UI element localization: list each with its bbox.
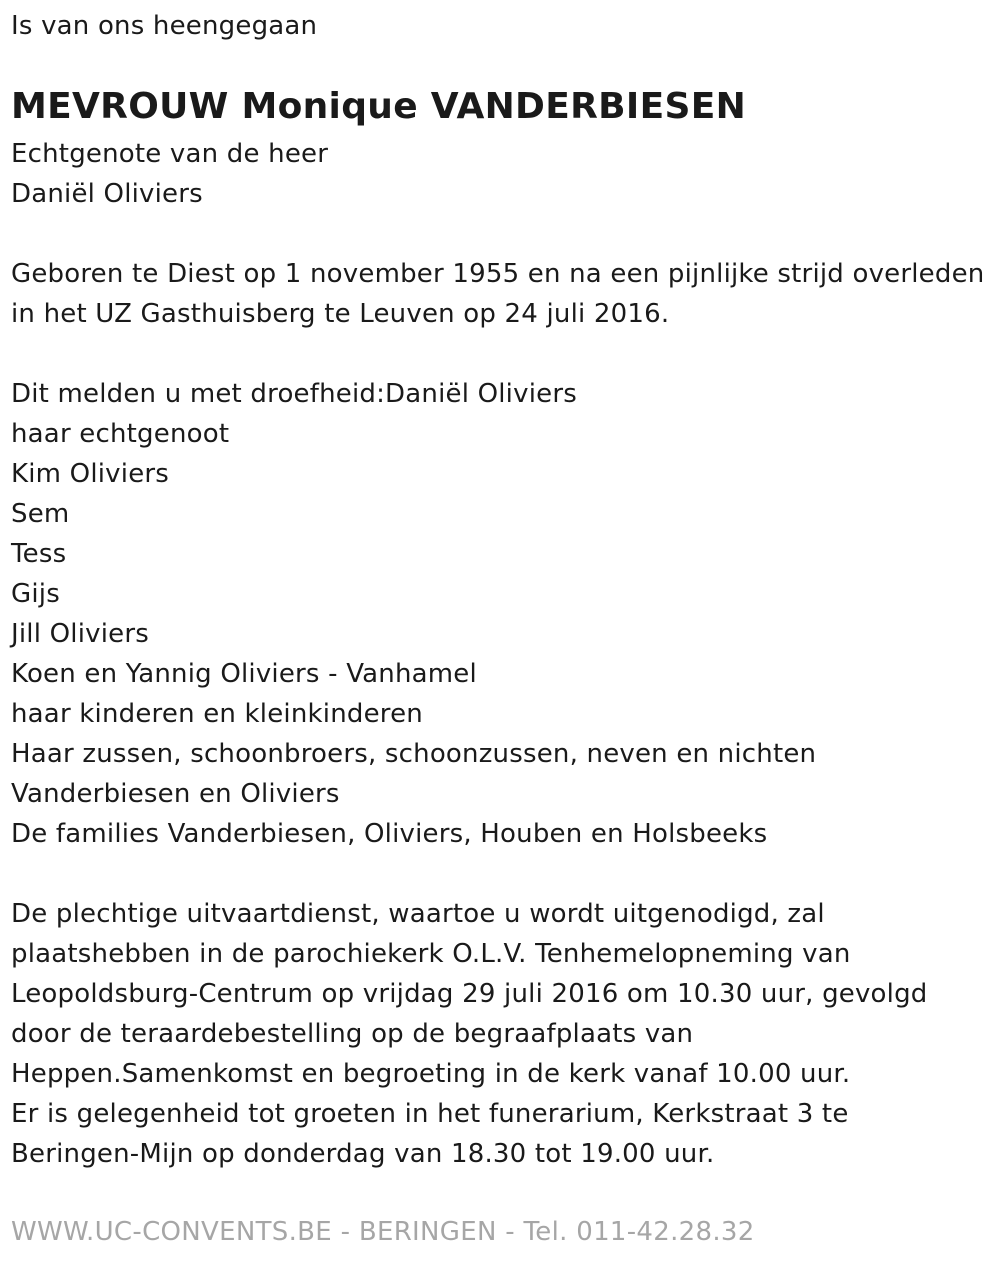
family-line: haar kinderen en kleinkinderen [11,699,423,729]
spouse-line: Echtgenote van de heer [11,139,329,169]
family-line: haar echtgenoot [11,419,230,449]
family-line: Dit melden u met droefheid:Daniël Oliviers [11,379,577,409]
service-line: Heppen.Samenkomst en begroeting in de kerk vanaf 10.00 uur. [11,1059,851,1089]
service-line: Beringen-Mijn op donderdag van 18.30 tot 19.00 uur. [11,1139,715,1169]
service-line: door de teraardebestelling op de begraafplaats van [11,1019,694,1049]
intro-text: Is van ons heengegaan [11,11,318,41]
family-line: Vanderbiesen en Oliviers [11,779,340,809]
birth-death-line: in het UZ Gasthuisberg te Leuven op 24 juli 2016. [11,299,670,329]
family-line: Gijs [11,579,60,609]
service-line: plaatshebben in de parochiekerk O.L.V. Tenhemelopneming van [11,939,851,969]
family-line: Koen en Yannig Oliviers - Vanhamel [11,659,477,689]
family-line: Kim Oliviers [11,459,170,489]
family-line: Haar zussen, schoonbroers, schoonzussen, neven en nichten [11,739,817,769]
footer-contact: WWW.UC-CONVENTS.BE - BERINGEN - Tel. 011-42.28.32 [11,1217,755,1247]
service-line: Leopoldsburg-Centrum op vrijdag 29 juli 2016 om 10.30 uur, gevolgd [11,979,928,1009]
spouse-section [11,134,328,214]
service-section [11,894,928,1174]
family-section [11,374,816,854]
family-line: De families Vanderbiesen, Oliviers, Houben en Holsbeeks [11,819,768,849]
family-line: Tess [11,539,67,569]
spouse-line: Daniël Oliviers [11,179,203,209]
service-line: De plechtige uitvaartdienst, waartoe u wordt uitgenodigd, zal [11,899,825,929]
service-line: Er is gelegenheid tot groeten in het funerarium, Kerkstraat 3 te [11,1099,849,1129]
birth-death-section [11,254,984,334]
birth-death-line: Geboren te Diest op 1 november 1955 en na een pijnlijke strijd overleden [11,259,985,289]
family-line: Jill Oliviers [11,619,149,649]
family-line: Sem [11,499,70,529]
deceased-name: MEVROUW Monique VANDERBIESEN [11,86,747,127]
